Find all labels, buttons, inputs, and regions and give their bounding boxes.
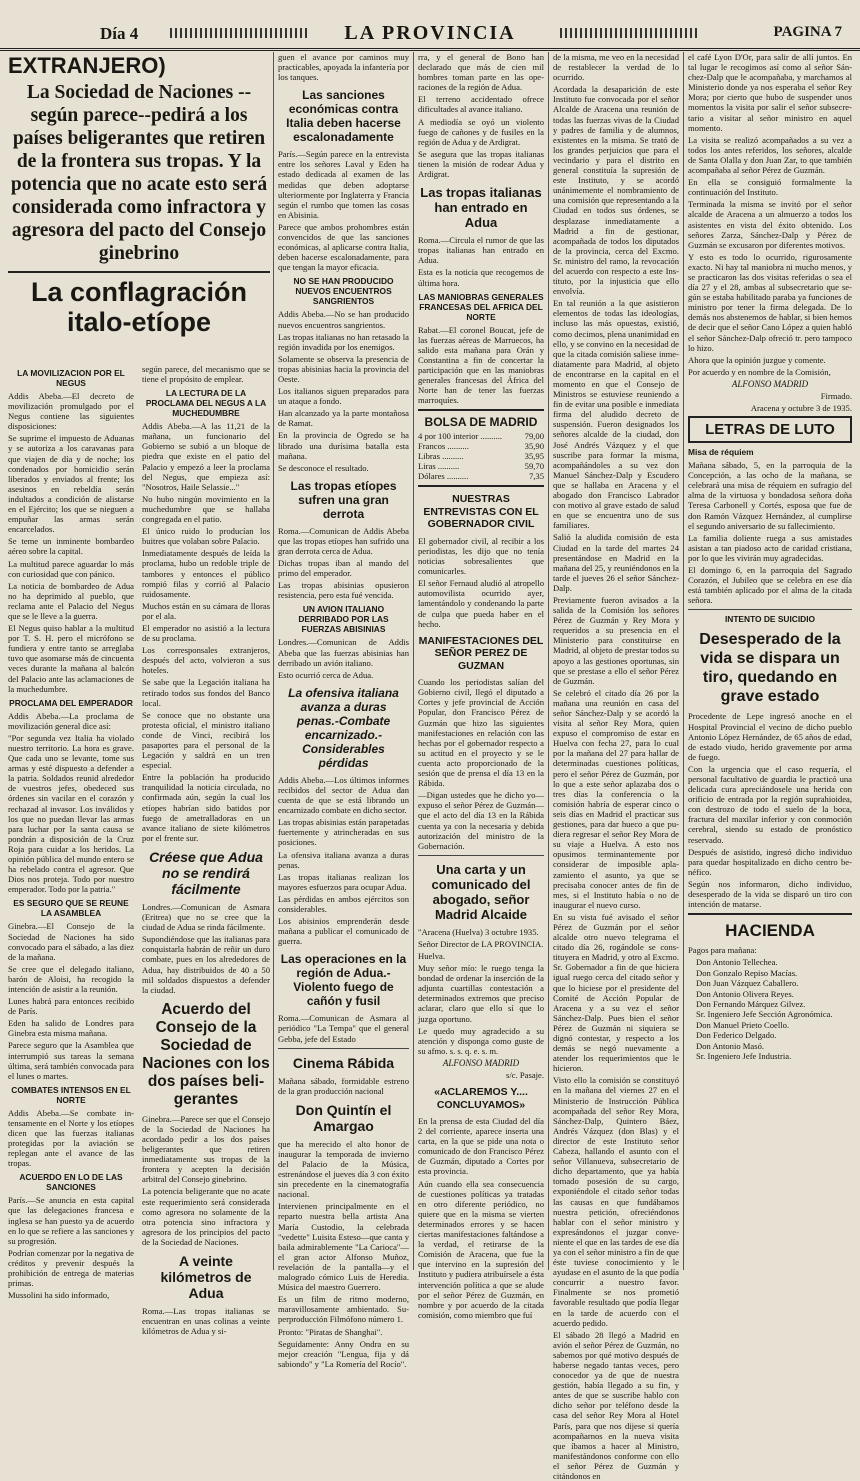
subhead: LA LECTURA DE LA PROCLAMA DEL NEGUS A LA MUCHEDUMBRE — [145, 388, 267, 419]
paragraph: Esta es la noticia que recogemos de última hora. — [418, 267, 544, 288]
headline: Una carta y un comunicado del abogado, señor Madrid Alcaide — [431, 861, 531, 922]
paragraph: Aún cuando ella sea consecuencia de cuestiones políticas ya tratadas en otro diferente periódico, no quiere que en la misma se vierten determinados errores y se hacen ciertas manifestaciones faltándose a la verdad, el retirarse de la Comisión de Aracena, que fue la que intervino en la supresión del Instituto y pudiera atribuírsele a ésta intervención política a que se alude por el señor Pérez de Guzmán, en nombre y por acuerdo de la citada comisión, como miembro que fuí — [418, 1178, 544, 1320]
paragraph: Eden ha salido de Londres para Ginebra esta misma mañana. — [8, 1018, 134, 1039]
paragraph: En su vista fué avisado el señor Pérez de Guzmán por el señor alcalde otro nuevo telegrama el citado día 26, rogándole se constituyera en Madrid, y otro al Excmo. Sr. Gobernador a fin de que hiciera igual ruego cerca del citado señor y que lo hiciese por el presidente del Comité de Acción Popular de Aracena y a su vez el señor Sánchez-Dalp. Pues bien el señor Pérez de Guzmán ni siquiera se dignó contestar, y respecto a los demás se negó nuevamente a atender los requerimientos que le hicieron. — [553, 911, 679, 1074]
paragraph: En tal reunión a la que asistieron elementos de todas las ideologías, incluso las más opuestas, existió, como decimos, plena unanimidad en ello, y se convino en la necesidad de que la citada comisión saliese inmediatamente para Madrid, al objeto de encontrarse en la capital en el momento en que el Consejo de Ministros se estuviese reuniendo a fin de evitar una posible e inmediata firma del aludido decreto de suspensión. Fueron designados los señores alcalde de la ciudad, don José Andrés Vázquez y el que suscribe para formar la misma, acompañándoles a su vez don Manuel Sánchez-Dalp y Escudero que se hallaba en Aracena y el abogado don Francisco Labrador con motivo al grave estado de salud en que se encuentra uno de sus familiares. — [553, 298, 679, 531]
paragraph: Visto ello la comisión se constituyó en la mañana del viernes 27 en el Ministerio de Instrucción Pública acompañada del señor Rey Mora, Sánchez-Dalp, Quintero Báez, Andrés Vázquez (don Blas) y el director de este Instituto señor Cabeza, hallando el asunto con el señor Villanueva, subsecretario de dicho departamento, que ya había tomado posesión de su cargo, exponiéndole el citado señor todas las causas en que fundábamos nuestra petición, ofreciéndonos hablar con el señor ministro y expresándonos el juzgar conveniente el que en las tardes de ese día ya con el señor ministro a fin de que éste tuviese conocimiento y le ayudase en el asunto de la que podía concurrir a nuestro favor. Finalmente se nos prometió favorable resultado que podía llegar en la tarde de acuerdo con el acuerdo pedido. — [553, 1075, 679, 1328]
main-headline: La Sociedad de Naciones --según parece--pedirá a los países beligerantes que retiren de la frontera sus tropas. Y la potencia que no acate esto será considerada como infractora y agresora del pacto del Consejo ginebrino — [10, 82, 268, 264]
column-rule — [683, 52, 684, 1270]
paragraph: Le quedo muy agradecido a su atención y disponga como guste de su afmo. s. s. q. e. s. m. — [418, 1025, 544, 1056]
paragraph: Lunes habrá para entonces recibido de París. — [8, 996, 134, 1017]
paragraph: Addis Abeba.—No se han producido nuevos encuentros sangrientos. — [278, 309, 409, 330]
paragraph: En la prensa de esta Ciudad del día 2 del corriente, aparece inserta una carta, en la que se pide una nota o comunicado de don Francisco Pérez de Guzmán, diputado a Cortes por esta provincia. — [418, 1116, 544, 1177]
paragraph: Londres.—Comunican de Asmara (Eritrea) que no se cree que la ciudad de Adua se rinda fácilmente. — [142, 901, 270, 933]
paragraph: Seguidamente: Anny Ondra en su mejor creación "Lengua, fija y dá sabiondo" y "La Romería del Rocío". — [278, 1338, 409, 1369]
paragraph: "Aracena (Huelva) 3 octubre 1935. — [418, 926, 539, 937]
paragraph: Supondiéndose que las italianas para conquistarla habrán de reñir un duro combate, pues en los alrededores de Adua, hay distribuidos de 40 a 50 mil soldados dispuestos a defender la ciudad. — [142, 934, 270, 995]
bolsa-row — [418, 471, 544, 481]
payments-list — [696, 957, 852, 1061]
bolsa-row — [418, 441, 544, 451]
paragraph: Londres.—Comunican de Addis Abeba que las fuerzas abisinias han derribado un avión italiano. — [278, 637, 409, 668]
paragraph: Solamente se observa la presencia de tropas abisinias hacia la provincia del Oeste. — [278, 353, 409, 384]
paragraph: Roma.—Las tropas italianas se encuentran en unas colinas a veinte kilómetros de Adua y si- — [142, 1306, 270, 1337]
paragraph: Procedente de Lepe ingresó anoche en el Hospital Provincial el vecino de dicho pueblo Antonio López Hernández, de 65 años de edad, de estado viudo, herido gravemente por arma de fuego. — [688, 711, 852, 762]
paragraph: Entre la población ha producido tranquilidad la noticia circulada, no confirmada aún, según la cual los etíopes habrían sido batidos por fuego de ametralladoras en un avance italiano de siete kilómetros por el frente sur. — [142, 772, 270, 843]
bolsa-row — [418, 461, 544, 471]
paragraph: Y esto es todo lo ocurrido, rigurosamente exacto. Ni hay tal maniobra ni mucho menos, y se practicaron las dos visitas referidas o sea el día 27 y el 28, ambas al subsecretario que según se estaba habilitado paraba ya funciones de ministro por tener la firma delegada. De lo demás nos abstenemos de hablar, si bien hemos de decir que el señor Cano López a quien habló el señor Sánchez-Dalp ofreció tr. pero tampoco lo hizo. — [688, 251, 852, 353]
column-rule — [273, 52, 274, 1270]
headline-cinema: Cinema Rábida — [292, 1054, 395, 1071]
masthead — [0, 22, 860, 51]
signature: ALFONSO MADRID — [442, 1057, 520, 1068]
paragraph: Addis Abeba.—A las 11,21 de la mañana, un funcionario del Gobierno se subió a un bloque de piedra que existe en el patio del Palacio y empezó a leer la proclama del Negus, que empieza así: "Nosotros, Haile Selassie..." — [142, 421, 270, 492]
paragraph: el café Lyon D'Or, para salir de allí juntos. En tal lugar le recogimos así como al señor Sánchez-Dalp que le acompañaba, y marchamos al Ministerio donde ya nos esperaba el señor Rey Mora; por cierto que hubo de suspender unos momentos la visita por salir el señor subsecretario a visitar al señor ministro en aquel momento. — [688, 52, 852, 133]
paragraph: El único ruido lo producían los buitres que volaban sobre Palacio. — [142, 526, 270, 547]
paragraph: Muchos están en su cámara de lloras por el ala. — [142, 600, 270, 621]
column-2 — [142, 364, 270, 1338]
paragraph: El emperador no asistió a la lectura de su proclama. — [142, 622, 270, 644]
divider — [418, 409, 544, 411]
paragraph: La noticia de bombardeo de Adua no ha deprimido al pueblo, que reclama ante el Palacio del Negus que se le lleve a la guerra. — [8, 580, 134, 621]
headline: Acuerdo del Consejo de la Sociedad de Naciones con los dos países beligerantes — [142, 1000, 270, 1108]
headline-hacienda: HACIENDA — [725, 921, 815, 941]
paragraph: París.—Según parece en la entrevista entre los señores Laval y Eden ha estado dedicada al examen de las medidas que deben adoptarse ulteriormente por Inglaterra y Francia según el rumbo que tomen las cosas en Abisinia. — [278, 149, 409, 220]
divider — [418, 855, 544, 856]
headline: Las tropas italianas han entrado en Adua — [420, 185, 542, 231]
paragraph: La potencia beligerante que no acate este requerimiento será considerada como agresora no solamente de la otra potencia sino infractora y agresora de los principios del pacto de la Sociedad de Naciones. — [142, 1186, 270, 1247]
headline: Las tropas etíopes sufren una gran derrota — [290, 478, 397, 521]
paragraph: rra, y el general de Bono han declarado que más de cien mil hombres toman parte en las operaciones de la región de Adua. — [418, 52, 544, 93]
paragraph: de la misma, me veo en la necesidad de restablecer la verdad de lo ocurrido. — [553, 52, 679, 83]
bolsa-row — [418, 431, 544, 441]
paragraph: A mediodía se oyó un violento fuego de cañones y de fusiles en la región de Adua y de Ardigrat. — [418, 116, 544, 147]
paragraph: Addis Abeba.—El decreto de movilización promulgado por el Negus contiene las siguientes disposiciones: — [8, 391, 134, 432]
column-6 — [688, 52, 852, 1270]
divider — [418, 485, 544, 487]
paragraph: Es un film de ritmo moderno, maravillosamente ambientado. Superproducción Filmófono número 1. — [278, 1294, 409, 1325]
bolsa-label: Dólares .......... — [418, 471, 469, 482]
paragraph: Se sabe que la Legación italiana ha retirado todos sus fondos del Banco local. — [142, 677, 270, 708]
paragraph: El domingo 6, en la parroquia del Sagrado Corazón, el Jubileo que se celebra en ese día está también aplicado por el alma de la citada señora. — [688, 565, 852, 606]
divider — [688, 609, 852, 610]
paragraph: Se conoce que no obstante una protesta oficial, el ministro italiano conde de Vinci, recibirá los pasaportes para el personal de la Legación y saldrá en un tren especial. — [142, 709, 270, 771]
paragraph: El señor Fernaud aludió al atropello automovilista ocurrido ayer, lamentándolo y condenando la parte de culpa que pueda haber en el hecho. — [418, 578, 544, 629]
paragraph: París.—Se anuncia en esta capital que las delegaciones francesa e inglesa se han puesto ya de acuerdo en lo que se refiere a las sanciones y su progresión. — [8, 1195, 134, 1246]
paragraph: Roma.—Comunican de Asmara al periódico "La Tempa" que el general Gebba, jefe del Estado — [278, 1013, 409, 1044]
list-item: Don Manuel Prieto Coello. — [696, 1019, 790, 1030]
bolsa-value: 35,90 — [524, 441, 544, 452]
paragraph: Inmediatamente después de leída la proclama, hubo un redoble triple de tambores y entonces el público rompió filas y corrió al Palacio ruidosamente. — [142, 548, 270, 599]
paragraph: Salió la aludida comisión de esta Ciudad en la tarde del martes 24 presentándose en Madrid en la mañana del 25, y reuniéndonos en la tarde el jueves 26 el señor Sánchez-Dalp. — [553, 532, 679, 593]
list-item: Don Antonio Masó. — [696, 1040, 765, 1051]
paragraph: Las tropas abisinias están parapetadas fuertemente y atrincheradas en sus posiciones. — [278, 817, 409, 848]
paragraph: El gobernador civil, al recibir a los periodistas, les dijo que no tenía noticias sobresalientes que comunicarles. — [418, 535, 544, 577]
list-item: Don Gonzalo Repiso Macías. — [696, 967, 798, 978]
paragraph: Las tropas italianas realizan los mayores esfuerzos para ocupar Adua. — [278, 871, 409, 892]
paragraph: En ella se consiguió formalmente la continuación del Instituto. — [688, 177, 852, 198]
paragraph: según parece, del mecanismo que se tiene el propósito de emplear. — [142, 364, 270, 385]
paragraph: —Digan ustedes que he dicho yo—expuso el señor Pérez de Guzmán—que el acto del día 13 en la Rábida cuenta ya con la necesaria y debida autorización del ministro de la Gobernación. — [418, 790, 544, 851]
paragraph: Se suprime el impuesto de Aduanas y se autoriza a los caravanas para que viajen de día y de noche; los condenados por homicidio serán liberados y enviados al frente; los asesinos en rebeldía serán indultados a condición de alistarse en el Ejército; los que se nieguen a empuñar las armas serán encarcelados. — [8, 433, 134, 535]
bolsa-label: Libras .......... — [418, 451, 464, 462]
paragraph: Firmado. — [820, 390, 852, 401]
paragraph: Addis Abeba.—La proclama de movilización general dice así: — [8, 710, 134, 731]
bolsa-value: 79,00 — [524, 431, 544, 442]
headline-bolsa: BOLSA DE MADRID — [424, 415, 538, 430]
headline: Las operaciones en la región de Adua.-Violento fuego de cañón y fusil — [280, 952, 407, 1009]
paragraph: Mañana sábado, 5, en la parroquia de la Concepción, a las ocho de la mañana, se celebrará una misa de réquiem en sufragio del alma de la virtuosa y bondadosa señora doña Teresa Carbonell y Cortés, esposa que fue de don Ramón Vázquez Hernández, al cumplirse el segundo aniversario de su fallecimiento. — [688, 460, 852, 531]
paragraph: Con la urgencia que el caso requería, el personal facultativo de guardia le practicó una delicada cura apreciándosele una herida con orificio de entrada por la región suprahioidea, con destrozo de todo el suelo de la boca, fractura del maxilar inferior y con conmoción cerebral, siendo su estado de pronóstico reservado. — [688, 763, 852, 845]
subhead: NO SE HAN PRODUCIDO NUEVOS ENCUENTROS SANGRIENTOS — [293, 276, 394, 307]
list-item: Don Antonio Olivera Reyes. — [696, 988, 794, 999]
issue-date: Día 4 — [100, 24, 139, 43]
section-heading: EXTRANJERO) — [8, 53, 166, 78]
column-1 — [8, 364, 134, 1302]
paragraph: El Negus quiso hablar a la multitud por T. S. H. pero el micrófono se fundiera y entre tanto se arreglaba tuvo que asomarse más de cincuenta veces durante la mañana al balcón del Palacio ante las aclamaciones de la muchedumbre. — [8, 623, 134, 694]
list-item: Sr. Ingeniero Jefe Sección Agronómica. — [696, 1009, 833, 1020]
paragraph: Por acuerdo y en nombre de la Comisión, — [688, 366, 831, 377]
paragraph: Ginebra.—Parece ser que el Consejo de la Sociedad de Naciones ha acordado pedir a los dos países beligerantes que retiren inmediatamente sus tropas de la frontera y acepten la decisión arbitral del Consejo ginebrino. — [142, 1113, 270, 1185]
paragraph: Muy señor mío: le ruego tenga la bondad de ordenar la inserción de la adjunta cuartillas contestación a determinados extremos que preciso aclarar, claro que ello sí que lo juzga oportuno. — [418, 963, 544, 1024]
paragraph: Dichas tropas iban al mando del primo del emperador. — [278, 558, 409, 579]
paragraph: La familia doliente ruega a sus amistades asistan a tan piadoso acto de caridad cristiana, por lo que les vivirán muy agradecidas. — [688, 532, 852, 563]
bolsa-value: 59,70 — [524, 461, 544, 472]
subhead: ES SEGURO QUE SE REUNE LA ASAMBLEA — [13, 898, 129, 919]
headline-film: Don Quintín el Amargao — [295, 1101, 392, 1134]
signature: ALFONSO MADRID — [731, 378, 809, 389]
paragraph: guen el avance por caminos muy practicables, apoyada la infantería por los tanques. — [278, 52, 409, 83]
paragraph: Esto ocurrió cerca de Adua. — [278, 669, 374, 680]
paragraph: Pagos para mañana: — [688, 945, 757, 956]
paragraph: Addis Abeba.—Los últimos informes recibidos del sector de Adua dan cuenta de que se está librando un encarnizado combate en dicho sector. — [278, 774, 409, 816]
paragraph: Aracena y octubre 3 de 1935. — [750, 403, 852, 413]
headline: A veinte kilómetros de Adua — [160, 1253, 252, 1301]
paragraph: s/c. Pasaje. — [506, 1069, 544, 1080]
bolsa-label: 4 por 100 interior .......... — [418, 431, 503, 442]
page-number: PAGINA 7 — [773, 24, 842, 40]
column-4 — [418, 52, 544, 1320]
paragraph: En la provincia de Ogredo se ha librado una durísima batalla esta mañana. — [278, 430, 409, 461]
divider — [8, 271, 270, 273]
paragraph: Podrían comenzar por la negativa de créditos y prevenir después la prohibición de entrega de materias primas. — [8, 1247, 134, 1289]
paragraph: Se cree que el delegado italiano, barón de Aloisi, ha recogido la intención de asistir a la reunión. — [8, 963, 134, 994]
headline-conflagracion: La conflagración italo-etíope — [30, 277, 248, 337]
list-item: Don Fernando Márquez Gilvez. — [696, 998, 806, 1009]
bolsa-label: Francos .......... — [418, 441, 469, 452]
paragraph: Las tropas abisinias opusieron resistencia, pero esta fué vencida. — [278, 580, 409, 601]
masthead-ornament-right — [560, 28, 700, 38]
subhead: PROCLAMA DEL EMPERADOR — [9, 697, 133, 708]
headline: «ACLAREMOS Y.... CONCLUYAMOS» — [434, 1086, 528, 1111]
paragraph: Los corresponsales extranjeros, después del acto, volvieron a sus hoteles. — [142, 645, 270, 676]
list-item: Don Juan Vázquez Caballero. — [696, 978, 799, 989]
paragraph: Se desconoce el resultado. — [278, 462, 369, 473]
list-item: Don Antonio Tellechea. — [696, 957, 778, 968]
paragraph: Rabat.—El coronel Boucat, jefe de las fuerzas aéreas de Marruecos, ha salido esta mañana para Orán y Constantina a fin de concertar la participación que en las maniobras generales francesas del África del Norte han de tener las fuerzas marroquíes. — [418, 324, 544, 406]
letras-de-luto-box — [688, 416, 852, 443]
paragraph: Según nos informaron, dicho individuo, desesperado de la vida se disparó un tiro con intención de matarse. — [688, 878, 852, 910]
headline: Desesperado de la vida se dispara un tiro, quedando en grave estado — [699, 631, 841, 706]
paragraph: Parece seguro que la Asamblea que interrumpió sus tareas la semana última, será también convocada para el lunes o martes. — [8, 1040, 134, 1081]
bolsa-label: Liras .......... — [418, 461, 460, 472]
paragraph: Huelva. — [418, 950, 445, 961]
column-rule — [413, 52, 414, 1270]
paragraph: "Por segunda vez Italia ha violado nuestro territorio. La hora es grave. Que cada uno se levante, tome sus armas y esté dispuesto a defender a la patria. Soldados reunid alrededor de vuestros jefes, obedeced sus órdenes sin vacilar en el corazón y rechazad al invasor. Los inválidos y los que no puedan llevar las armas para luchar por la santa causa se pondrán a disposición de la Cruz Roja para cuidar a los heridos. La opinión pública del mundo entero se ha rebelado contra el agresor. Que Dios nos proteja. Todo por nuestro emperador. Todo por la patria." — [8, 732, 134, 895]
paragraph: El sábado 28 llegó a Madrid en avión el señor Pérez de Guzmán, no sabemos por qué motivo después de haberse negado tantas veces, pero conocedor ya de que de nuestra gestión, había llegado a su fin, y antes de que se suscribe hablo con dicho señor por teléfono desde la casa del señor Rey Mora al Hotel París, para que nos dijese si quería acompañarnos en la nueva visita que íbamos a hacer al Ministro, manifestándonos conforme con ello el señor Pérez de Guzmán y citándonos en — [553, 1329, 679, 1481]
headline: MANIFESTACIONES DEL SEÑOR PEREZ DE GUZMAN — [418, 634, 544, 672]
bolsa-value: 7,35 — [528, 471, 544, 482]
paragraph: El terreno accidentado ofrece dificultades al avance italiano. — [418, 94, 544, 115]
paragraph: La multitud parece aguardar lo más con curiosidad que con pánico. — [8, 558, 134, 579]
paragraph: Mañana sábado, formidable estreno de la gran producción nacional — [278, 1075, 409, 1096]
subhead: Misa de réquiem — [688, 447, 754, 458]
headline: La ofensiva italiana avanza a duras penas.-Combate encarnizado.-Considerables pérdidas — [288, 685, 399, 770]
paragraph: Señor Director de LA PROVINCIA. — [418, 938, 544, 949]
paragraph: Se celebró el citado día 26 por la mañana una reunión en casa del señor Sánchez-Dalp y se acordó la visita al señor Rey Mora, quien expuso el compromiso de estar en Huelva con fecha 27, para lo cual por la mañana del 27 para hallar de determinadas cuestiones políticas, pero el señor Pérez de Guzmán, por lo que a este señor aplazaba dos o tres días la conferencia o la comisión habría de esperar cinco o seis días en Madrid el practicar sus gestiones, para dar hueco a que pudiera regresar el señor Rey Mora de su viaje a Huelva. A esto nos opusimos terminantemente por considerar de imposible aplazamiento el asunto, ya que se precisaba conocer antes de fin de mes, si el Instituto había o no de inaugurar el nuevo curso. — [553, 687, 679, 910]
paragraph: que ha merecido el alto honor de inaugurar la temporada de invierno del Palacio de la Música, estrenándose el jueves día 3 con éxito sin precedente en la cinematografía nacional. — [278, 1138, 409, 1200]
column-rule — [548, 52, 549, 1270]
paragraph: Previamente fueron avisados a la salida de la Comisión los señores Pérez de Guzmán y Rey Mora y requeridos a su presencia en el Ministerio para constituirse en Madrid, al objeto de prestar todos su apoyo a las gestiones oportunas, sin que se prestase a ello el señor Pérez de Guzmán. — [553, 594, 679, 686]
paragraph: Después de asistido, ingresó dicho individuo para quedar hospitalizado en dicho centro benéfico. — [688, 846, 852, 877]
paragraph: Parece que ambos prohombres están convencidos de que las sanciones económicas, al aplicarse contra Italia, deben hacerse escalonadamente, para que tengan la mayor eficacia. — [278, 221, 409, 273]
subhead: LAS MANIOBRAS GENERALES FRANCESAS DEL AFRICA DEL NORTE — [418, 291, 544, 322]
paragraph: La ofensiva italiana avanza a duras penas. — [278, 849, 409, 870]
paragraph: La visita se realizó acompañados a su vez a todos los antes referidos, los señores, alcalde de Santa Olalla y don Juan Zar, to que también acompañaba al señor Pérez de Guzmán. — [688, 134, 852, 176]
subhead: ACUERDO EN LO DE LAS SANCIONES — [19, 1172, 123, 1193]
bolsa-value: 35,95 — [524, 451, 544, 462]
paragraph: No hubo ningún movimiento en la muchedumbre que se hallaba congregada en el patio. — [142, 493, 270, 525]
column-lead — [8, 52, 270, 1337]
paragraph: Los italianos siguen preparados para un ataque a fondo. — [278, 386, 409, 407]
paragraph: Roma.—Circula el rumor de que las tropas italianas han entrado en Adua. — [418, 235, 544, 266]
subhead: LA MOVILIZACION POR EL NEGUS — [17, 368, 125, 388]
paragraph: Ginebra.—El Consejo de la Sociedad de Naciones ha sido convocado para el sábado, a las diez de la mañana. — [8, 921, 134, 962]
column-5 — [553, 52, 679, 1481]
headline: NUESTRAS ENTREVISTAS CON EL GOBERNADOR CIVIL — [423, 493, 539, 531]
paragraph: Mussolini ha sido informado, — [8, 1290, 110, 1301]
paragraph: Se asegura que las tropas italianas tienen la misión de rodear Adua y Ardigrat. — [418, 148, 544, 180]
paragraph: Las pérdidas en ambos ejércitos son considerables. — [278, 893, 409, 914]
column-3 — [278, 52, 409, 1369]
headline: Créese que Adua no se rendirá fácilmente — [149, 848, 263, 897]
subhead: COMBATES INTENSOS EN EL NORTE — [11, 1084, 131, 1105]
headline: Las sanciones económicas contra Italia deben hacerse escalonadamente — [286, 88, 401, 145]
divider — [278, 1048, 409, 1049]
headline: LETRAS DE LUTO — [705, 421, 835, 439]
bolsa-table — [418, 431, 544, 481]
paragraph: Ahora que la opinión juzgue y comente. — [688, 354, 826, 365]
paragraph: Cuando los periodistas salían del Gobierno civil, llegó el diputado a Cortes y jefe provincial de Acción Popular, don Francisco Pérez de Guzmán que hizo las siguientes manifestaciones en relación con las hechas por el gobernador respecto a su actitud en el proyecto y se le cuenta acto proporcionado de la sesión que de prensa el día 13 en la Rábida. — [418, 677, 544, 789]
subhead: UN AVION ITALIANO DERRIBADO POR LAS FUERZAS ABISINIAS — [298, 604, 389, 635]
paragraph: Han alcanzado ya la parte montañosa de Ramat. — [278, 408, 409, 429]
subhead: INTENTO DE SUICIDIO — [724, 614, 816, 625]
divider — [688, 913, 852, 915]
paragraph: Intervienen principalmente en el reparto nuestra bella artista Ana María Custodio, la celebrada "vedette" Luisita Esteso—que canta y baila admirablemente "La Carioca"—el gran actor Alfonso Muñoz, revelación de la pantalla—y el malogrado cómico Luis de Heredia. Música del maestro Guerrero. — [278, 1201, 409, 1293]
bolsa-row — [418, 451, 544, 461]
paragraph: Se teme un inminente bombardeo aéreo sobre la capital. — [8, 536, 134, 557]
paragraph: Las tropas italianas no han retasado la región invadida por los enemigos. — [278, 331, 409, 352]
paragraph: Addis Abeba.—Se combate intensamente en el Norte y los etíopes dicen que las fuerzas italianas protegidas por la aviación se replegan ante el avance de las tropas. — [8, 1107, 134, 1169]
paragraph: Terminada la misma se invitó por el señor alcalde de Aracena a un almuerzo a todos los asistentes en vista del éxito obtenido. Los señores Zarza, Sánchez-Dalp y Pérez de Guzmán se excusaron por diferentes motivos. — [688, 199, 852, 250]
paragraph: Pronto: "Piratas de Shanghai". — [278, 1326, 383, 1337]
newspaper-title: LA PROVINCIA — [344, 22, 516, 44]
list-item: Sr. Ingeniero Jefe Industria. — [696, 1050, 792, 1061]
paragraph: Acordada la desaparición de este Instituto fue convocada por el señor Alcalde de Aracena una reunión de todas las fuerzas vivas de la Ciudad y padres de familia y de alumnos, existentes en la misma. Se trató de los grandes perjuicios que para el vecindario y para el distrito en general constituía la supresión de este Instituto, y se acordó unánimemente el nombramiento de una comisión que representando a la Ciudad en todos sus órdenes, se desplazase inmediatamente a Madrid a fin de gestionar, acompañada de todos los diputados de la provincia, cerca del Excmo. Sr. ministro del ramo, la revocación del acuerdo con respecto a este Instituto, por la injusticia que ello envolvía. — [553, 84, 679, 297]
paragraph: Los abisinios emprenderán desde mañana a publicar el comunicado de guerra. — [278, 916, 409, 947]
paragraph: Roma.—Comunican de Addis Abeba que las tropas etíopes han sufrido una gran derrota cerca de Adua. — [278, 525, 409, 556]
list-item: Don Federico Delgado. — [696, 1030, 777, 1041]
